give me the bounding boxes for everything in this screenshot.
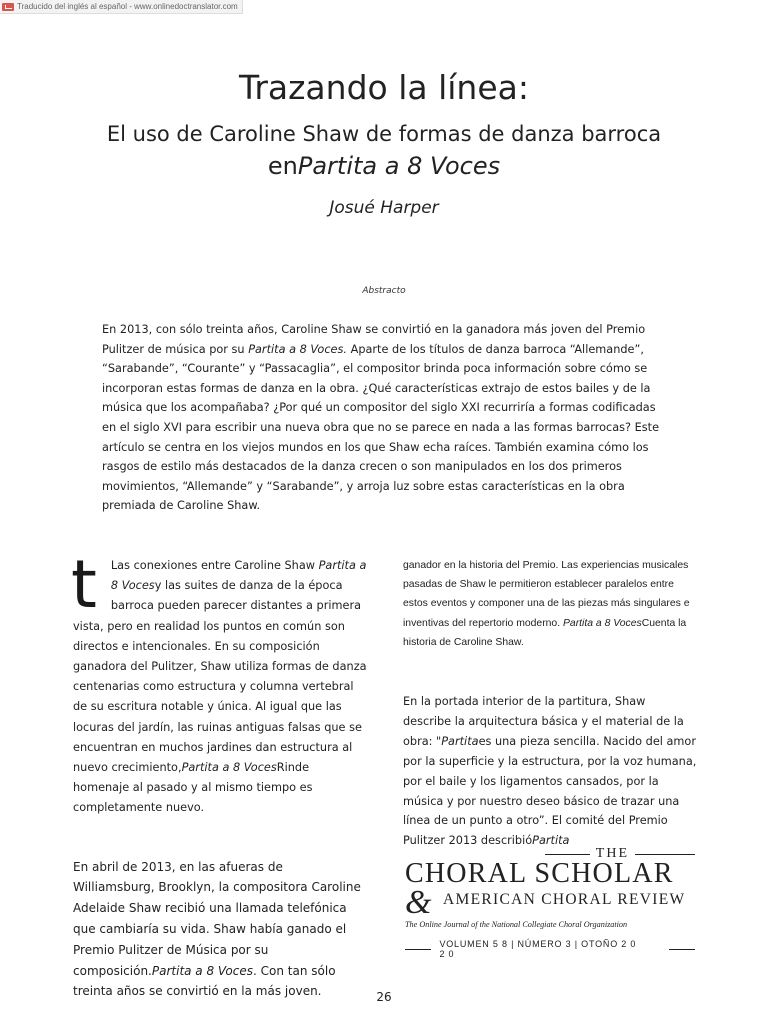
subtitle-prefix: en (267, 152, 298, 180)
text-run: y las suites de danza de la época barroca pueden parecer distantes a primera vista, pero en realidad los puntos en común son directos e intencionales. En su composición ganadora del Pulitzer, Shaw utiliza formas de danza centenarias como estructura y columna vertebral de su escritura notable y única. Al igual que las locuras del jardín, las ruinas antiguas falsas que se encuentran en muchos jardines dan estructura al nuevo crecimiento, (73, 579, 367, 775)
masthead-tagline: The Online Journal of the National Collegiate Choral Organization (405, 920, 628, 929)
body-paragraph-3 (403, 556, 697, 652)
right-column (403, 556, 697, 851)
article-subtitle-work (0, 152, 768, 180)
page-number: 26 (376, 990, 392, 1004)
italic-work-title: Partita (441, 734, 479, 748)
italic-work-title: Partita (532, 834, 570, 848)
text-run: Rinde homenaje al pasado y al mismo tiempo es completamente nuevo. (73, 761, 313, 815)
masthead-choral-scholar: CHORAL SCHOLAR (405, 858, 674, 889)
banner-text: Traducido del inglés al español - www.onlinedoctranslator.com (17, 2, 238, 11)
abstract-text (102, 320, 672, 516)
article-subtitle: El uso de Caroline Shaw de formas de danza barroca (106, 122, 662, 146)
volume-info: VOLUMEN 5 8 | NÚMERO 3 | OTOÑO 2 0 2 0 (439, 939, 637, 959)
subtitle-work-title: Partita a 8 Voces (297, 152, 501, 180)
masthead-american-choral-review: AMERICAN CHORAL REVIEW (443, 891, 686, 908)
divider (405, 949, 431, 950)
body-paragraph-1 (71, 546, 367, 819)
body-paragraph-4 (403, 692, 697, 851)
masthead-volume (405, 939, 695, 959)
article-title: Trazando la línea: (239, 68, 529, 107)
left-column (71, 546, 367, 1002)
drop-cap: t (71, 546, 97, 623)
translator-logo-icon (2, 3, 14, 11)
divider (635, 854, 695, 855)
italic-work-title: Partita a 8 Voces. (248, 342, 347, 356)
text-run: ganador en la historia del Premio. Las experiencias musicales pasadas de Shaw le permitieron establecer paralelos entre estos eventos y componer una de las piezas más singulares e inventivas del repertorio moderno. (403, 560, 690, 629)
translation-banner[interactable] (0, 0, 243, 14)
text-run: Las conexiones entre Caroline Shaw (110, 559, 319, 572)
text-run: Aparte de los títulos de danza barroca “Allemande”, “Sarabande”, “Courante” y “Passacaglia”, el compositor brinda poca información sobre cómo se incorporan estas formas de danza en la obra. ¿Qué características extrajo de estos bailes y de la música que los acompañaba? ¿Por qué un compositor del siglo XXI recurriría a formas codificadas en el siglo XVI para escribir una nueva obra que no se parece en nada a las formas barrocas? Este artículo se centra en los viejos mundos en los que Shaw echa raíces. También examina cómo los rasgos de estilo más destacados de la danza crecen o son manipulados en los dos primeros movimientos, “Allemande” y “Sarabande”, y arroja luz sobre estas características en la obra premiada de Caroline Shaw. (102, 342, 660, 513)
abstract-label: Abstracto (362, 286, 406, 296)
divider (545, 854, 590, 855)
masthead-the-text: THE (595, 846, 629, 861)
text-run: En la portada interior de la partitura, Shaw describe la arquitectura básica y el material de la obra: " (403, 695, 684, 748)
author-name: Josué Harper (329, 198, 439, 218)
text-run: . Con tan sólo treinta años se convirtió en la más joven. (73, 963, 336, 999)
italic-work-title: Partita a 8 Voces (181, 761, 277, 775)
italic-work-title: Partita a 8 Voces (110, 559, 367, 593)
text-run: es una pieza sencilla. Nacido del amor por la superficie y la estructura, por la voz humana, por el baile y los ligamentos cansados, por la música y por nuestro deseo básico de trazar una línea de un punto a otro”. El comité del Premio Pulitzer 2013 describió (403, 734, 697, 848)
italic-work-title: Partita a 8 Voces (562, 617, 642, 629)
divider (669, 949, 695, 950)
text-run: En abril de 2013, en las afueras de Williamsburg, Brooklyn, la compositora Caroline Adelaide Shaw recibió una llamada telefónica que cambiaría su vida. Shaw había ganado el Premio Pulitzer de Música por su composición. (73, 859, 361, 978)
text-run: En 2013, con sólo treinta años, Caroline Shaw se convirtió en la ganadora más joven del Premio Pulitzer de música por su (102, 323, 646, 356)
italic-work-title: Partita a 8 Voces (151, 963, 254, 978)
body-paragraph-2 (73, 857, 367, 1003)
text-run: Cuenta la historia de Caroline Shaw. (403, 617, 687, 648)
masthead-ampersand: & (405, 884, 432, 921)
